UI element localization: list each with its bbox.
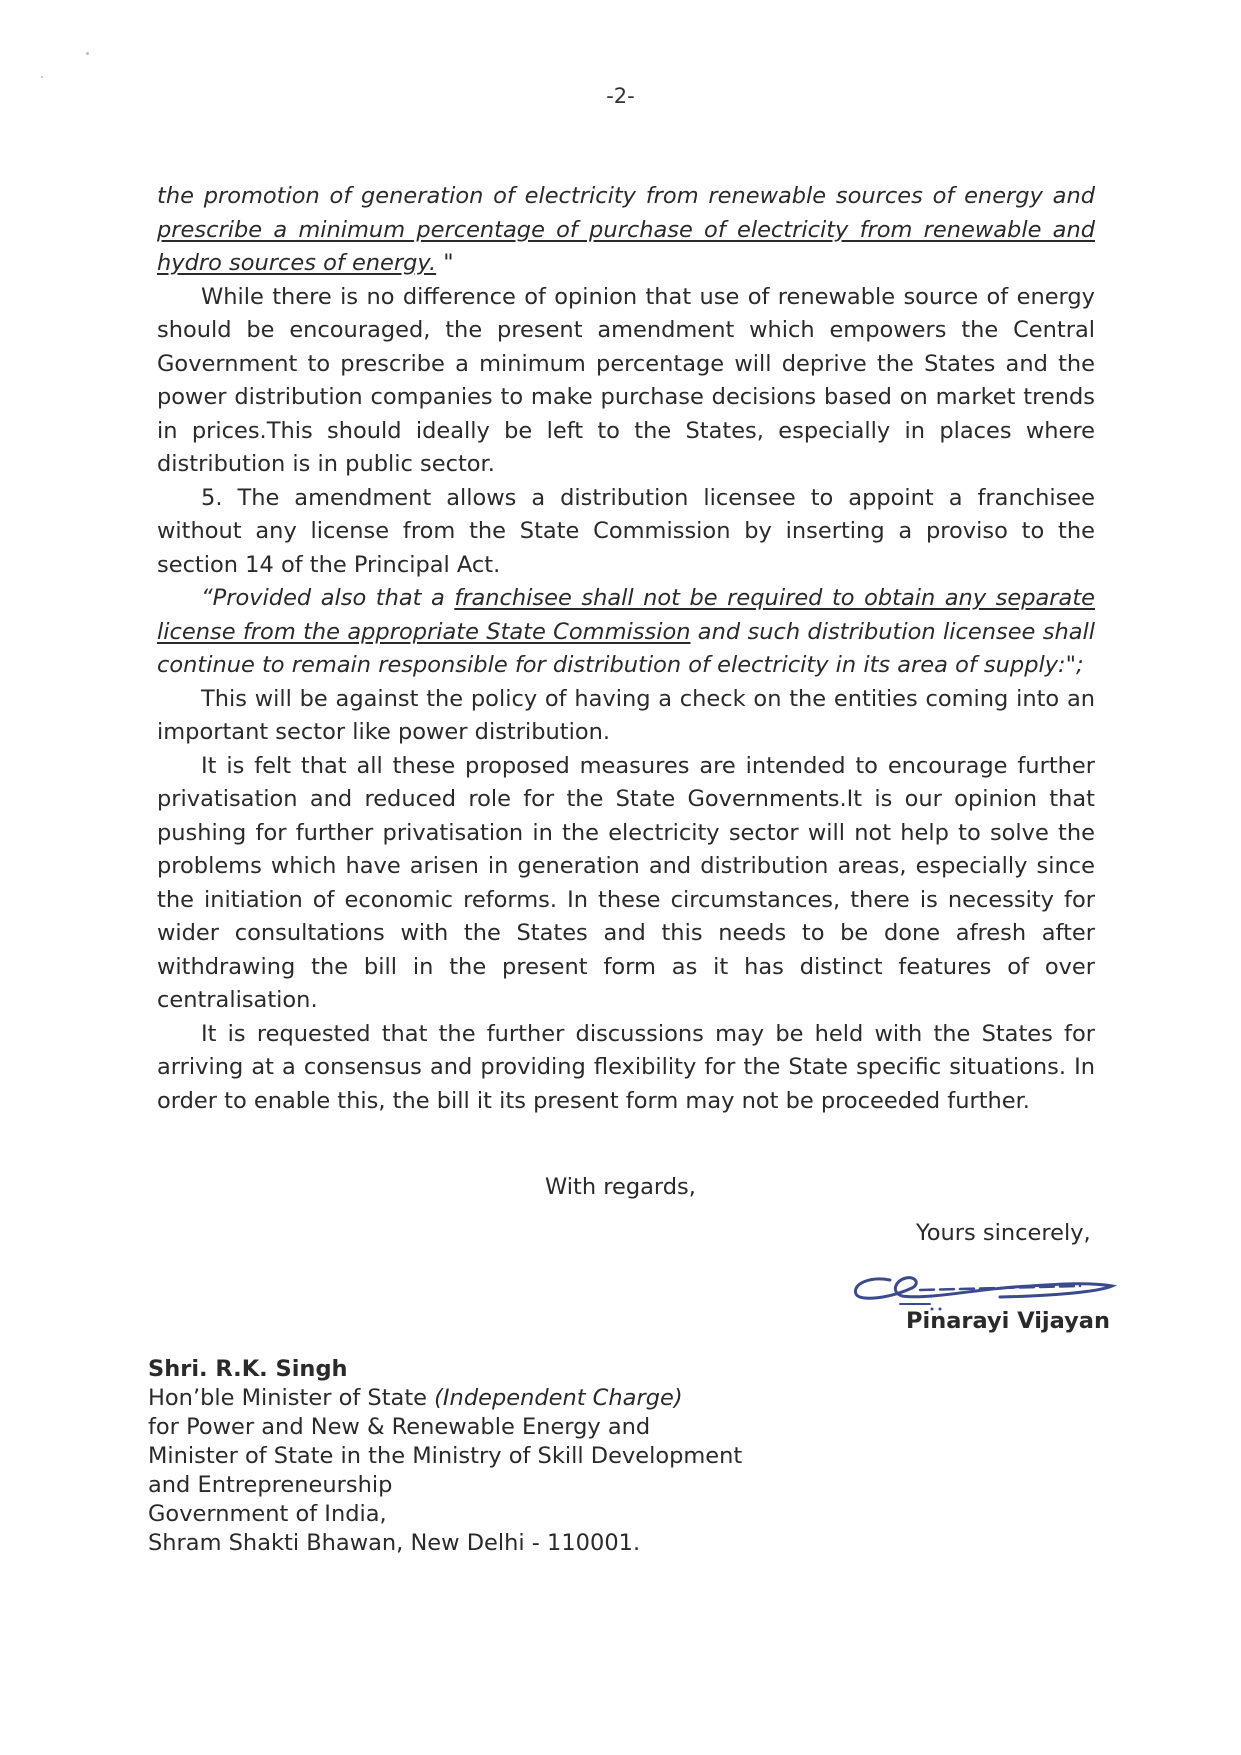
quote-franchisee-underlined: franchisee shall not be required to obtain any separate license from the appropriate State Commission xyxy=(157,585,1095,645)
quote-franchisee-rest: and such distribution licensee shall continue to remain responsible for distribution of electricity in its area of supply:"; xyxy=(157,618,1095,678)
closing-sincerely: Yours sincerely, xyxy=(916,1220,1091,1246)
quote-renewable-close: " xyxy=(436,250,454,276)
letter-body xyxy=(157,180,1095,1118)
handwritten-signature xyxy=(850,1262,1120,1312)
page-number: -2- xyxy=(606,84,635,108)
addressee-line: Government of India, xyxy=(148,1501,387,1527)
addressee-address: Shram Shakti Bhawan, New Delhi - 110001. xyxy=(148,1530,641,1556)
addressee-block xyxy=(148,1355,742,1558)
addressee-title: Hon’ble Minister of State xyxy=(148,1385,435,1411)
quote-franchisee-open: “Provided also that a xyxy=(201,585,455,611)
quote-franchisee xyxy=(157,582,1095,683)
paragraph-privatisation: It is felt that all these proposed measures are intended to encourage further privatisation and reduced role for the State Governments.It is our opinion that pushing for further privatisation in the electricity sector will not help to solve the problems which have arisen in generation and distribution areas, especially since the initiation of economic reforms. In these circumstances, there is necessity for wider consultations with the States and this needs to be done afresh after withdrawing the bill in the present form as it has distinct features of over centralisation. xyxy=(157,752,1095,1013)
paragraph-renewable-opinion: While there is no difference of opinion that use of renewable source of energy should be encouraged, the present amendment which empowers the Central Government to prescribe a minimum percentage will deprive the States and the power distribution companies to make purchase decisions based on market trends in prices.This should ideally be left to the States, especially in places where distribution is in public sector. xyxy=(157,283,1095,477)
addressee-line xyxy=(148,1384,742,1413)
addressee-title-italic: (Independent Charge) xyxy=(434,1385,683,1411)
addressee-name: Shri. R.K. Singh xyxy=(148,1356,348,1382)
quote-renewable xyxy=(157,180,1095,281)
addressee-line: Minister of State in the Ministry of Skill Development xyxy=(148,1443,743,1469)
quote-renewable-underlined: prescribe a minimum percentage of purchase of electricity from renewable and hydro sources of energy. xyxy=(157,216,1095,276)
scan-speck xyxy=(41,76,43,78)
signer-name: Pinarayi Vijayan xyxy=(906,1308,1111,1334)
quote-renewable-line: the promotion of generation of electricity from renewable sources of energy and xyxy=(157,183,1095,209)
paragraph-against-policy: This will be against the policy of having a check on the entities coming into an important sector like power distribution. xyxy=(157,685,1095,745)
paragraph-franchisee: 5. The amendment allows a distribution licensee to appoint a franchisee without any license from the State Commission by inserting a proviso to the section 14 of the Principal Act. xyxy=(157,484,1095,578)
addressee-line: for Power and New & Renewable Energy and xyxy=(148,1414,651,1440)
closing-regards: With regards, xyxy=(545,1174,696,1200)
scan-speck xyxy=(86,52,89,55)
addressee-line: and Entrepreneurship xyxy=(148,1472,393,1498)
paragraph-request: It is requested that the further discussions may be held with the States for arriving at a consensus and providing flexibility for the State specific situations. In order to enable this, the bill it its present form may not be proceeded further. xyxy=(157,1020,1095,1114)
